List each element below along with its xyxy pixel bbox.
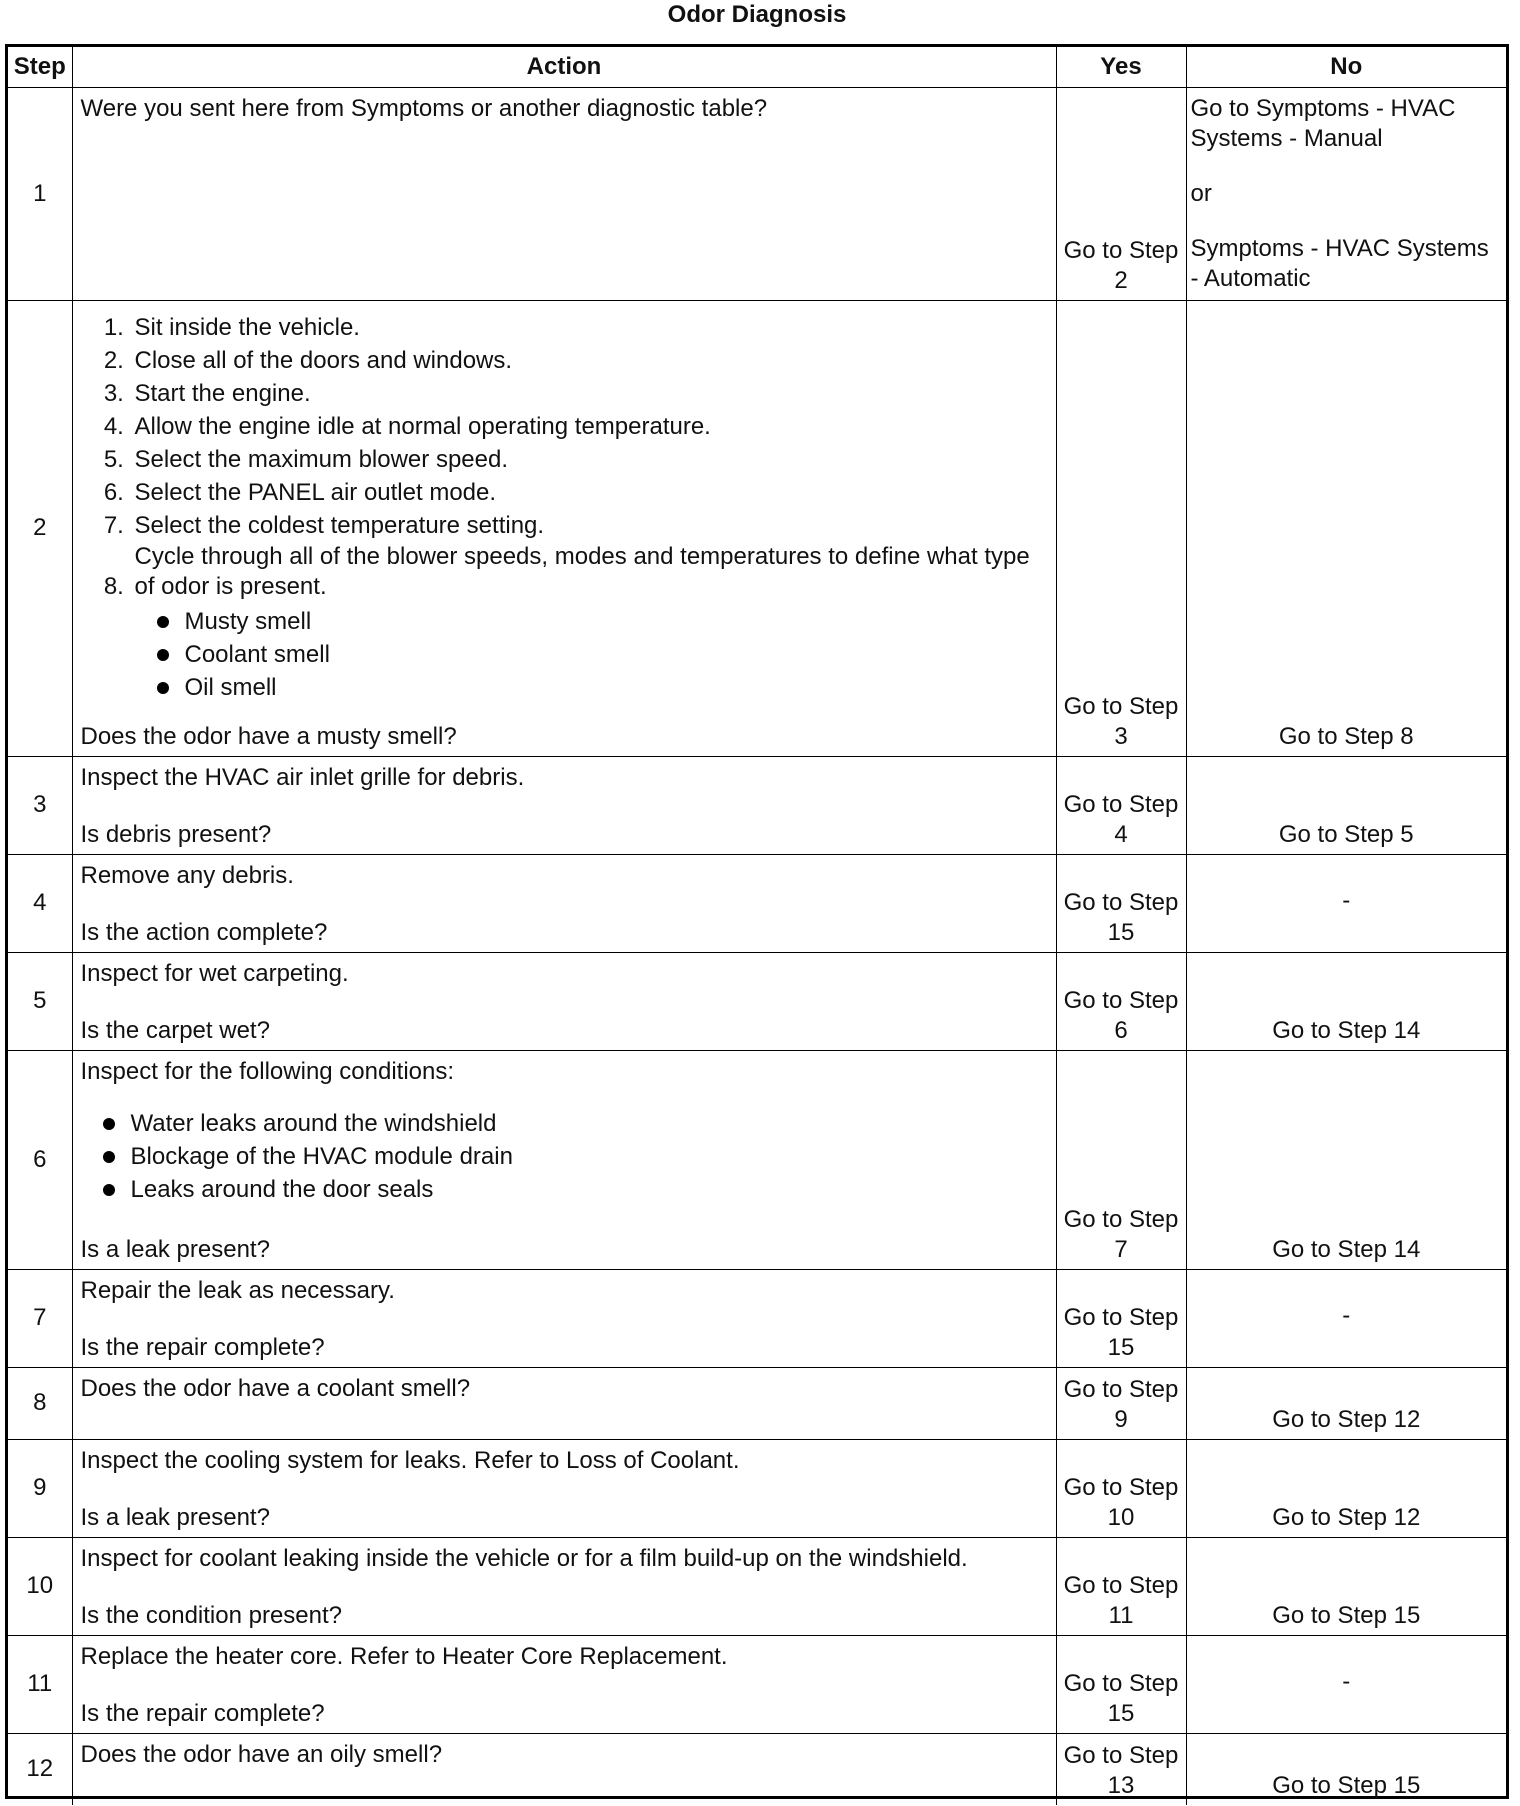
question-text: Is a leak present? — [80, 1503, 270, 1531]
bullet-item: Musty smell — [175, 605, 1050, 638]
action-text: Inspect for coolant leaking inside the vehicle or for a film build-up on the windshield. — [80, 1544, 968, 1572]
action-cell — [72, 1537, 1056, 1635]
bullet-item: Blockage of the HVAC module drain — [121, 1140, 1050, 1173]
action-cell — [72, 756, 1056, 854]
step-number: 8 — [8, 1367, 72, 1439]
condition-list — [81, 1107, 1050, 1206]
action-text: Were you sent here from Symptoms or another diagnostic table? — [72, 87, 1056, 300]
step-number: 9 — [8, 1439, 72, 1537]
yes-link[interactable]: Go to Step 9 — [1056, 1367, 1186, 1439]
yes-link[interactable]: Go to Step 6 — [1056, 952, 1186, 1050]
header-action: Action — [72, 47, 1056, 87]
no-link[interactable]: Go to Step 8 — [1186, 300, 1506, 756]
yes-link[interactable]: Go to Step 11 — [1056, 1537, 1186, 1635]
odor-type-list — [135, 605, 1050, 704]
list-item: 7. Select the coldest temperature setting. — [131, 509, 1050, 542]
table-row — [8, 300, 1506, 756]
step-number: 10 — [8, 1537, 72, 1635]
no-value: - — [1186, 1269, 1506, 1367]
bullet-item: Coolant smell — [175, 638, 1050, 671]
yes-link[interactable]: Go to Step 2 — [1056, 87, 1186, 300]
question-text: Is debris present? — [80, 820, 272, 848]
diagnostic-table — [8, 47, 1506, 1805]
header-no: No — [1186, 47, 1506, 87]
step-number: 12 — [8, 1733, 72, 1805]
table-row — [8, 87, 1506, 300]
table-row — [8, 1050, 1506, 1269]
question-text: Is a leak present? — [80, 1235, 270, 1263]
yes-link[interactable]: Go to Step 13 — [1056, 1733, 1186, 1805]
action-text: Inspect for wet carpeting. — [80, 959, 349, 987]
action-text: Does the odor have a coolant smell? — [72, 1367, 1056, 1439]
question-text: Is the carpet wet? — [80, 1016, 270, 1044]
table-row — [8, 1537, 1506, 1635]
step-number: 3 — [8, 756, 72, 854]
step-number: 7 — [8, 1269, 72, 1367]
header-yes: Yes — [1056, 47, 1186, 87]
no-link[interactable]: Go to Step 14 — [1186, 1050, 1506, 1269]
list-item: 4. Allow the engine idle at normal operating temperature. — [131, 410, 1050, 443]
procedure-list — [81, 311, 1050, 704]
step-number: 1 — [8, 87, 72, 300]
bullet-item: Oil smell — [175, 671, 1050, 704]
table-row — [8, 756, 1506, 854]
list-item — [131, 542, 1050, 704]
table-row — [8, 952, 1506, 1050]
action-cell — [72, 300, 1056, 756]
table-row — [8, 1733, 1506, 1805]
no-value: - — [1186, 854, 1506, 952]
yes-link[interactable]: Go to Step 7 — [1056, 1050, 1186, 1269]
yes-link[interactable]: Go to Step 15 — [1056, 854, 1186, 952]
list-item: 6. Select the PANEL air outlet mode. — [131, 476, 1050, 509]
no-link[interactable]: Go to Symptoms - HVAC Systems - Manual — [1190, 94, 1456, 152]
action-cell — [72, 952, 1056, 1050]
diagnostic-table-frame — [5, 44, 1509, 1799]
list-item-text: Cycle through all of the blower speeds, modes and temperatures to define what type of odor is present. — [134, 542, 1030, 600]
question-text: Does the odor have a musty smell? — [80, 722, 457, 750]
step-number: 6 — [8, 1050, 72, 1269]
step-number: 4 — [8, 854, 72, 952]
action-cell — [72, 1439, 1056, 1537]
table-row — [8, 1367, 1506, 1439]
action-text: Does the odor have an oily smell? — [72, 1733, 1056, 1805]
action-text: Repair the leak as necessary. — [80, 1276, 395, 1304]
bullet-item: Water leaks around the windshield — [121, 1107, 1050, 1140]
list-item: 3. Start the engine. — [131, 377, 1050, 410]
yes-link[interactable]: Go to Step 10 — [1056, 1439, 1186, 1537]
list-item: 1. Sit inside the vehicle. — [131, 311, 1050, 344]
table-row — [8, 1635, 1506, 1733]
action-cell — [72, 1635, 1056, 1733]
action-text: Replace the heater core. Refer to Heater Core Replacement. — [80, 1642, 728, 1670]
table-row — [8, 854, 1506, 952]
header-row — [8, 47, 1506, 87]
no-or: or — [1190, 179, 1212, 207]
action-text: Inspect the HVAC air inlet grille for debris. — [80, 763, 525, 791]
no-value: - — [1186, 1635, 1506, 1733]
no-link[interactable]: Go to Step 15 — [1186, 1537, 1506, 1635]
table-row — [8, 1439, 1506, 1537]
yes-link[interactable]: Go to Step 15 — [1056, 1269, 1186, 1367]
header-step: Step — [8, 47, 72, 87]
no-link[interactable]: Go to Step 14 — [1186, 952, 1506, 1050]
action-cell — [72, 854, 1056, 952]
question-text: Is the repair complete? — [80, 1333, 325, 1361]
question-text: Is the action complete? — [80, 918, 328, 946]
action-cell — [72, 1050, 1056, 1269]
no-link[interactable]: Go to Step 5 — [1186, 756, 1506, 854]
yes-link[interactable]: Go to Step 4 — [1056, 756, 1186, 854]
table-row — [8, 1269, 1506, 1367]
no-link[interactable]: Go to Step 12 — [1186, 1439, 1506, 1537]
no-link[interactable]: Symptoms - HVAC Systems - Automatic — [1190, 234, 1489, 292]
yes-link[interactable]: Go to Step 15 — [1056, 1635, 1186, 1733]
step-number: 2 — [8, 300, 72, 756]
table-title: Odor Diagnosis — [667, 1, 847, 28]
yes-link[interactable]: Go to Step 3 — [1056, 300, 1186, 756]
no-cell — [1186, 87, 1506, 300]
list-item: 5. Select the maximum blower speed. — [131, 443, 1050, 476]
step-number: 11 — [8, 1635, 72, 1733]
action-text: Remove any debris. — [80, 861, 294, 889]
no-link[interactable]: Go to Step 15 — [1186, 1733, 1506, 1805]
action-text: Inspect the cooling system for leaks. Refer to Loss of Coolant. — [80, 1446, 740, 1474]
step-number: 5 — [8, 952, 72, 1050]
question-text: Is the condition present? — [80, 1601, 343, 1629]
no-link[interactable]: Go to Step 12 — [1186, 1367, 1506, 1439]
action-text: Inspect for the following conditions: — [80, 1057, 455, 1085]
list-item: 2. Close all of the doors and windows. — [131, 344, 1050, 377]
question-text: Is the repair complete? — [80, 1699, 325, 1727]
action-cell — [72, 1269, 1056, 1367]
bullet-item: Leaks around the door seals — [121, 1173, 1050, 1206]
